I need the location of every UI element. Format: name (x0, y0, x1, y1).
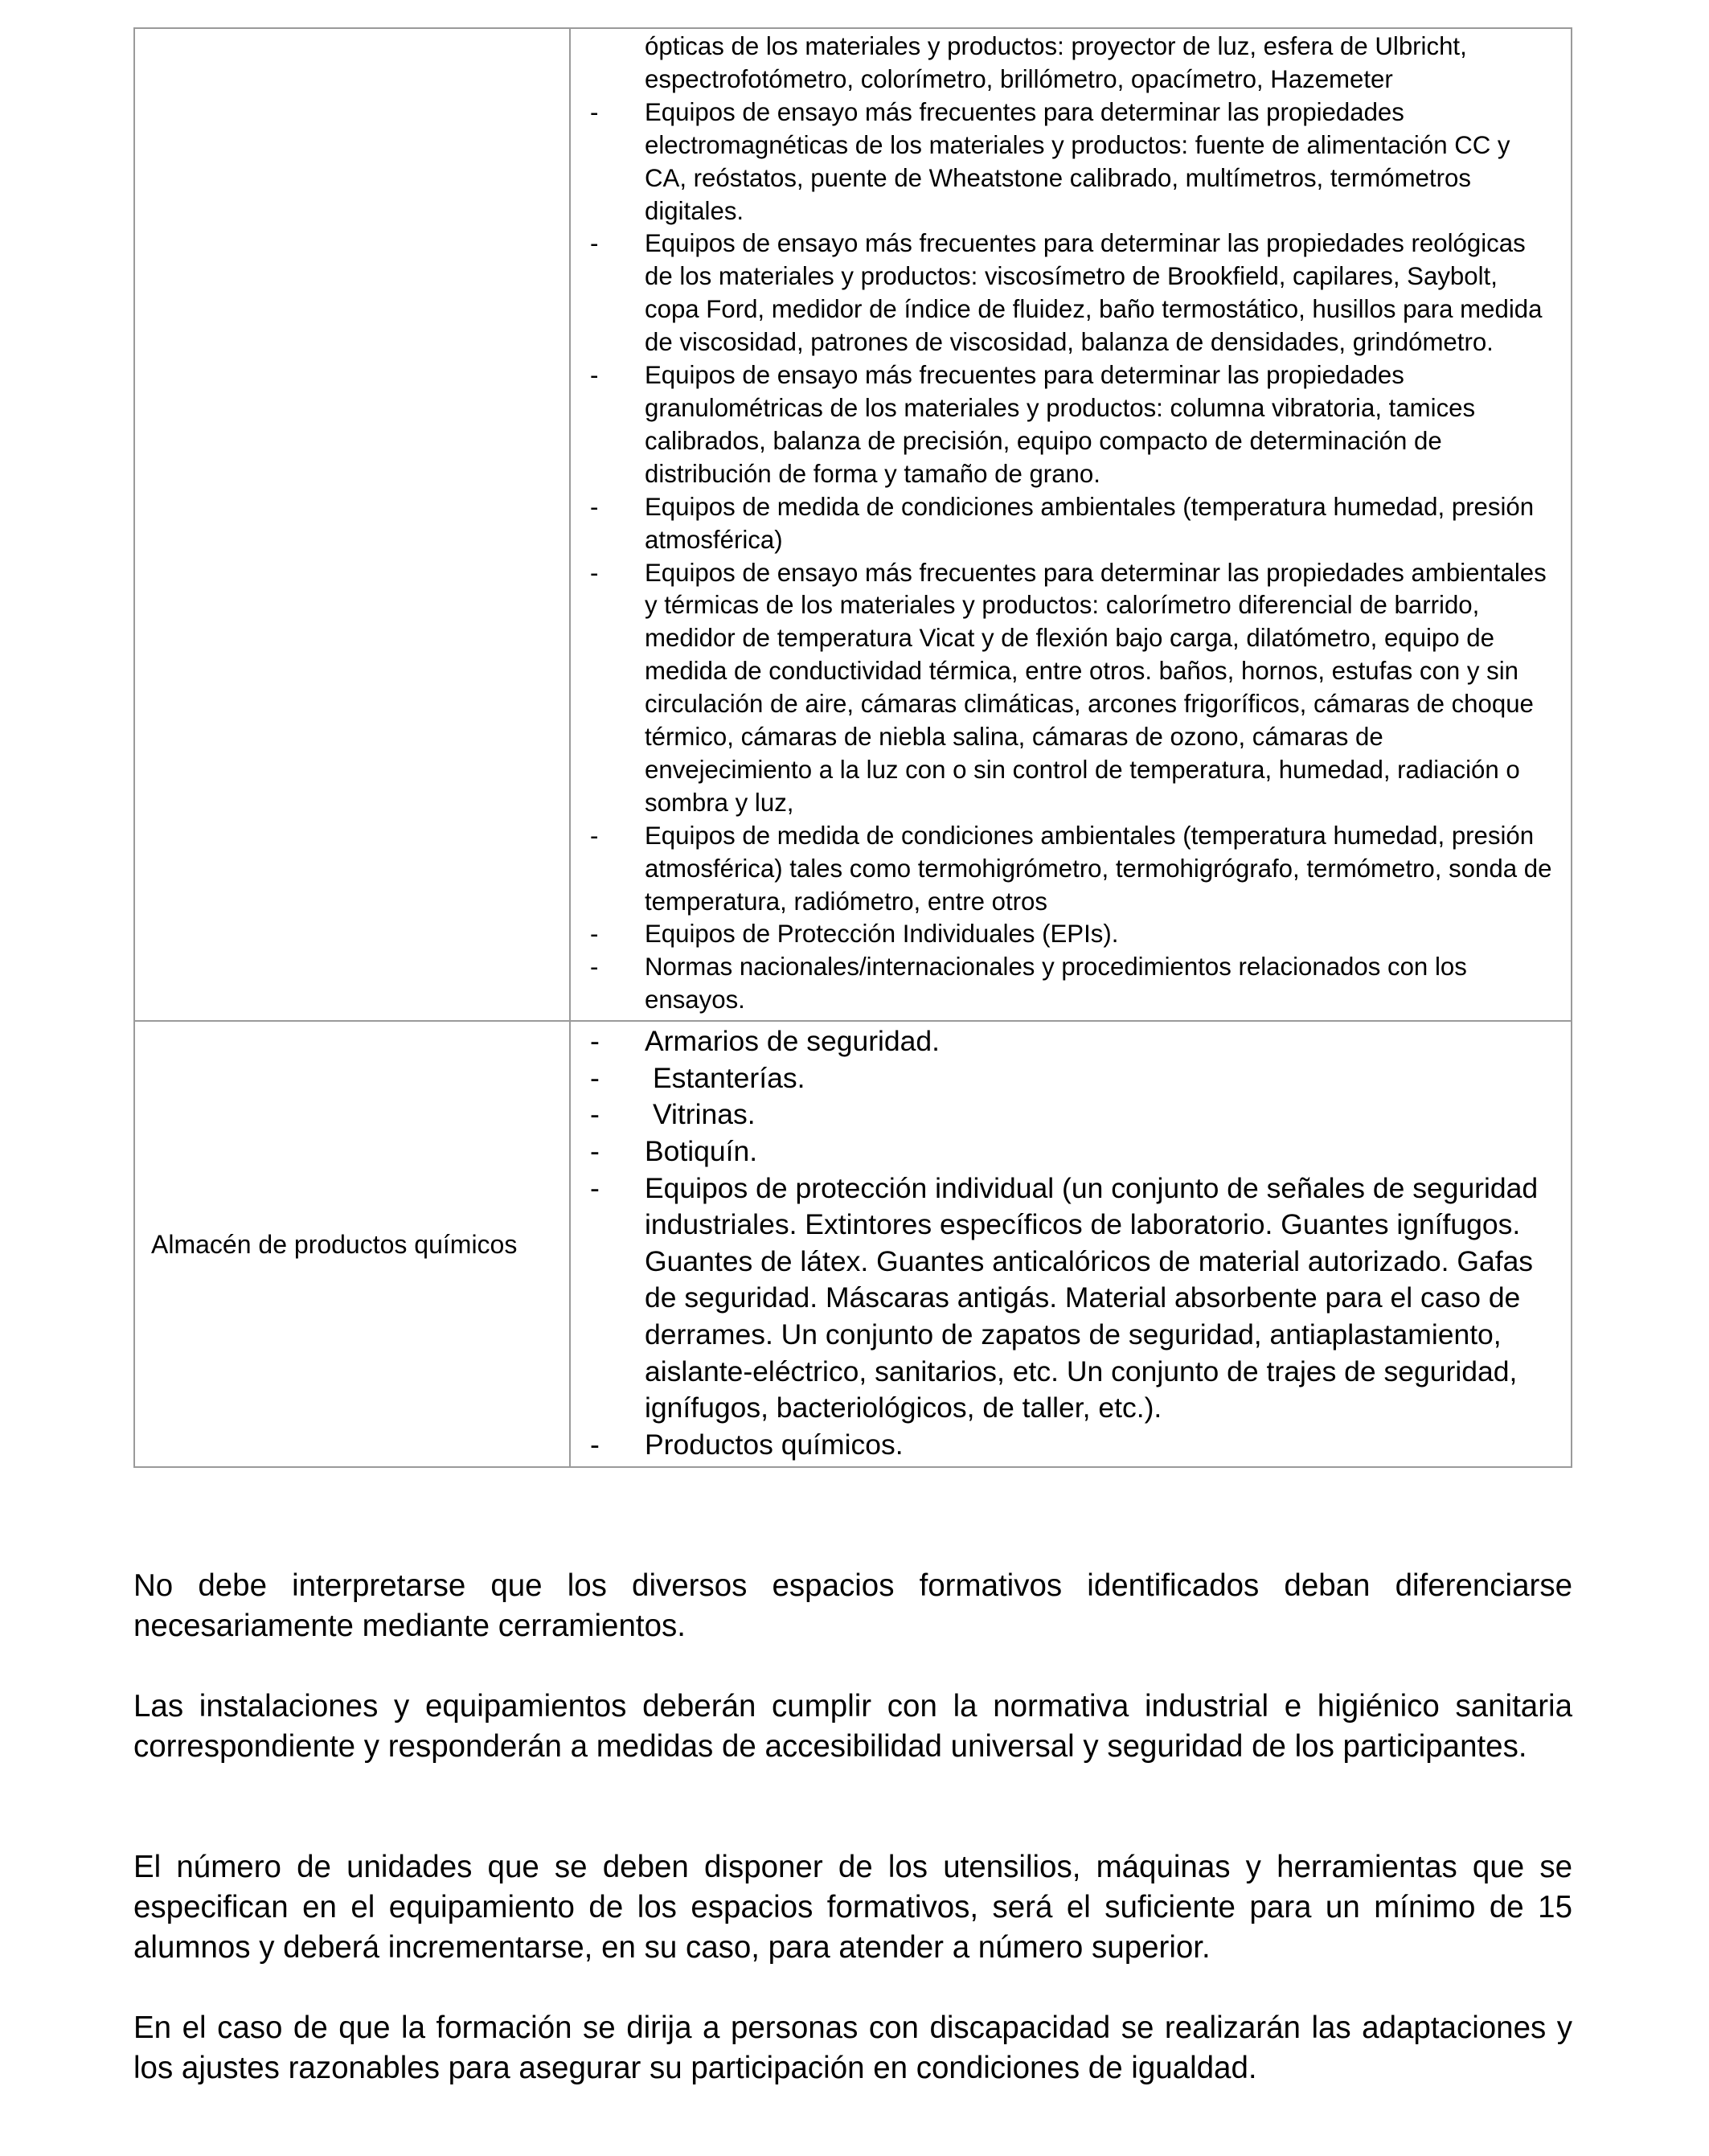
list-item-text: Equipos de ensayo más frecuentes para determinar las propiedades ambientales y térmicas de los materiales y productos: calorímetro diferencial de barrido, medidor de temperatura Vicat y de flexión bajo carga, dilatómetro, equipo de medida de conductividad térmica, entre otros. baños, hornos, estufas con y sin circulación de aire, cámaras climáticas, arcones frigoríficos, cámaras de choque térmico, cámaras de niebla salina, cámaras de ozono, cámaras de envejecimiento a la luz con o sin control de temperatura, humedad, radiación o sombra y luz, (645, 558, 1547, 817)
list-dash: - (590, 229, 599, 258)
list-item-text: Equipos de medida de condiciones ambientales (temperatura humedad, presión atmosférica) tales como termohigrómetro, termohigrógrafo, termómetro, sonda de temperatura, radiómetro, entre otros (645, 821, 1552, 916)
list-item (571, 359, 1555, 491)
list-dash: - (590, 1025, 600, 1058)
equipment-table (133, 27, 1572, 1468)
body-paragraph: En el caso de que la formación se dirija a personas con discapacidad se realizarán las adaptaciones y los ajustes razonables para asegurar su participación en condiciones de igualdad. (133, 2010, 1572, 2085)
body-paragraph: Las instalaciones y equipamientos deberán cumplir con la normativa industrial e higiénico sanitaria correspondiente y responderán a medidas de accesibilidad universal y seguridad de los participantes. (133, 1689, 1572, 1764)
space-name-cell: Almacén de productos químicos (134, 1021, 570, 1467)
list-dash: - (590, 361, 599, 390)
body-paragraph: El número de unidades que se deben disponer de los utensilios, máquinas y herramientas que se especifican en el equipamiento de los espacios formativos, será el suficiente para un mínimo de 15 alumnos y deberá incrementarse, en su caso, para atender a número superior. (133, 1850, 1572, 1965)
list-item (571, 1060, 1555, 1097)
list-item (571, 951, 1555, 1017)
list-dash: - (590, 1171, 600, 1204)
table-row (134, 1021, 1572, 1467)
list-item-text: Vitrinas. (653, 1098, 756, 1131)
list-item-text: Equipos de ensayo más frecuentes para determinar las propiedades reológicas de los materiales y productos: viscosímetro de Brookfield, capilares, Saybolt, copa Ford, medidor de índice de fluidez, baño termostático, husillos para medida de viscosidad, patrones de viscosidad, balanza de densidades, grindómetro. (645, 229, 1543, 357)
list-dash: - (590, 1098, 600, 1131)
list-dash: - (590, 953, 599, 982)
list-item (571, 491, 1555, 557)
list-item-text: Estanterías. (653, 1061, 805, 1094)
list-item-text: Productos químicos. (645, 1428, 904, 1461)
body-paragraph: No debe interpretarse que los diversos espacios formativos identificados deban diferenciarse necesariamente mediante cerramientos. (133, 1568, 1572, 1643)
list-item (571, 227, 1555, 359)
equipment-cell (570, 28, 1572, 1021)
equipment-cell (570, 1021, 1572, 1467)
list-item (571, 557, 1555, 820)
list-item-text: Equipos de protección individual (un conjunto de señales de seguridad industriales. Extintores específicos de laboratorio. Guantes ignífugos. Guantes de látex. Guantes anticalóricos de material autorizado. Gafas de seguridad. Máscaras antigás. Material absorbente para el caso de derrames. Un conjunto de zapatos de seguridad, antiaplastamiento, aislante-eléctrico, sanitarios, etc. Un conjunto de trajes de seguridad, ignífugos, bacteriológicos, de taller, etc.). (645, 1171, 1539, 1424)
list-item (571, 918, 1555, 951)
list-item-text: Equipos de Protección Individuales (EPIs). (645, 920, 1119, 949)
list-item (571, 1170, 1555, 1427)
space-name-cell (134, 28, 570, 1021)
equipment-list (571, 1022, 1571, 1466)
equipment-list (571, 29, 1571, 1020)
list-dash: - (590, 1134, 600, 1167)
list-dash: - (590, 97, 599, 126)
list-dash: - (590, 1061, 600, 1094)
list-dash: - (590, 492, 599, 521)
list-item-text: Equipos de ensayo más frecuentes para determinar las propiedades electromagnéticas de los materiales y productos: fuente de alimentación CC y CA, reóstatos, puente de Wheatstone calibrado, multímetros, termómetros digitales. (645, 97, 1510, 225)
list-item-text: Armarios de seguridad. (645, 1025, 941, 1058)
list-item (571, 1133, 1555, 1170)
list-dash: - (590, 1428, 600, 1461)
list-item (571, 1023, 1555, 1060)
list-dash: - (590, 821, 599, 850)
list-item-text: Normas nacionales/internacionales y procedimientos relacionados con los ensayos. (645, 953, 1467, 1014)
list-item (571, 96, 1555, 228)
list-dash: - (590, 558, 599, 587)
list-item (571, 820, 1555, 919)
list-item-text: Equipos de ensayo más frecuentes para determinar las propiedades granulométricas de los materiales y productos: columna vibratoria, tamices calibrados, balanza de precisión, equipo compacto de determinación de distribución de forma y tamaño de grano. (645, 361, 1476, 488)
list-item (571, 1096, 1555, 1133)
list-item-text: ópticas de los materiales y productos: proyector de luz, esfera de Ulbricht, espectrofotómetro, colorímetro, brillómetro, opacímetro, Hazemeter (645, 32, 1467, 93)
table-row (134, 28, 1572, 1021)
list-item (571, 31, 1555, 96)
list-dash: - (590, 920, 599, 949)
list-item-text: Botiquín. (645, 1134, 758, 1167)
list-item-text: Equipos de medida de condiciones ambientales (temperatura humedad, presión atmosférica) (645, 492, 1535, 554)
list-item (571, 1427, 1555, 1464)
